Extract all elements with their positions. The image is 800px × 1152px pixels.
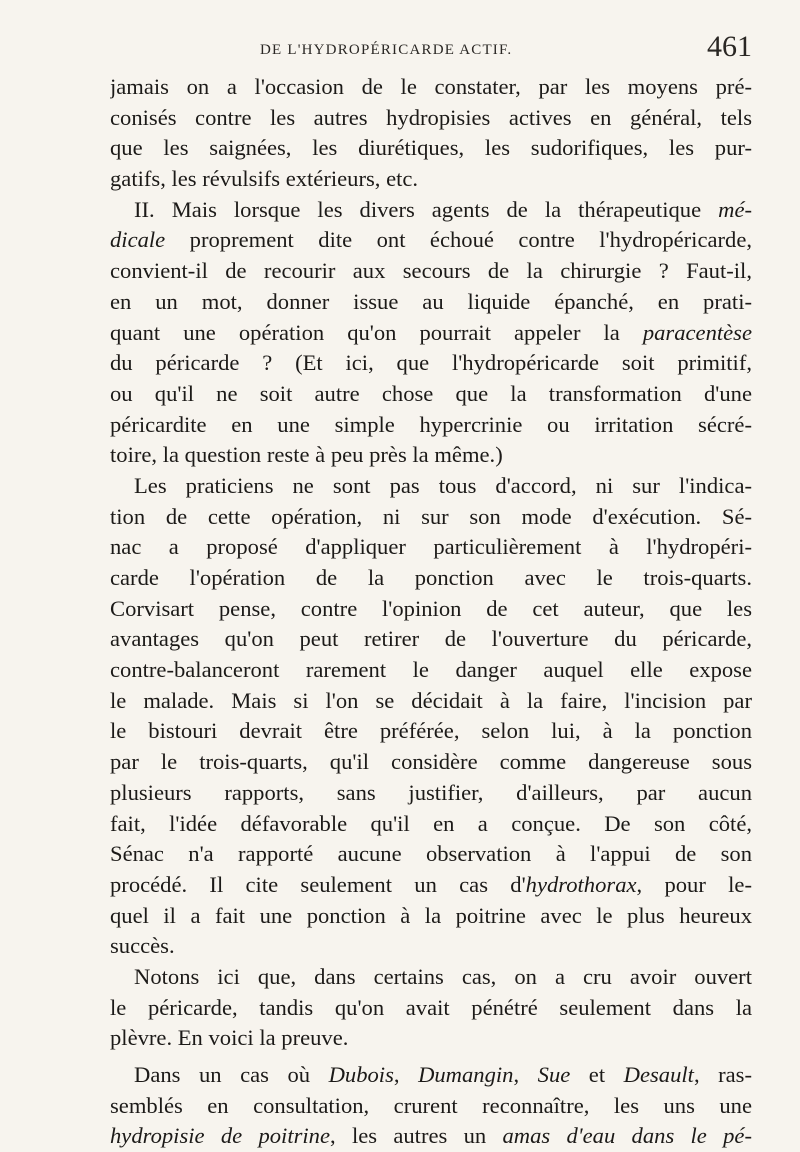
text-line (110, 164, 752, 195)
text-segment: avantages qu'on peut retirer de l'ouverture du péricarde, (110, 626, 752, 652)
text-line (110, 747, 752, 778)
text-segment: contre-balanceront rarement le danger auquel elle expose (110, 657, 752, 683)
italic-text: hydropisie de poitrine (110, 1123, 331, 1149)
text-segment: Les praticiens ne sont pas tous d'accord, ni sur l'indica- (134, 472, 752, 498)
text-segment: le bistouri devrait être préférée, selon lui, à la ponction (110, 718, 752, 744)
text-segment: proprement dite ont échoué contre l'hydropéricarde, (165, 227, 752, 253)
text-segment: jamais on a l'occasion de le constater, par les moyens pré- (110, 74, 752, 99)
text-line (110, 993, 752, 1024)
text-line (110, 809, 752, 840)
text-line (110, 318, 752, 349)
italic-text: Dubois (328, 1062, 394, 1087)
italic-text: paracentèse (642, 319, 752, 345)
text-line (110, 870, 752, 901)
text-segment: fait, l'idée défavorable qu'il en a conçue. De son côté, (110, 810, 752, 836)
text-line (110, 839, 752, 870)
text-segment: semblés en consultation, crurent reconnaître, les uns une (110, 1092, 752, 1118)
italic-text: Dumangin (418, 1062, 514, 1087)
text-line (110, 686, 752, 717)
text-line (110, 133, 752, 164)
text-segment: Notons ici que, dans certains cas, on a cru avoir ouvert (134, 963, 752, 989)
text-segment: succès. (110, 933, 175, 959)
text-line (110, 778, 752, 809)
running-head: DE L'HYDROPÉRICARDE ACTIF. (260, 42, 513, 58)
text-line (110, 901, 752, 932)
text-segment: plèvre. En voici la preuve. (110, 1025, 349, 1051)
text-segment: quant une opération qu'on pourrait appeler la (110, 319, 643, 345)
text-segment: en un mot, donner issue au liquide épanché, en prati- (110, 288, 752, 314)
text-line (110, 1121, 752, 1152)
text-segment: le malade. Mais si l'on se décidait à la faire, l'incision par (110, 687, 752, 713)
italic-text: Desault (623, 1062, 694, 1087)
text-segment: toire, la question reste à peu près la même.) (110, 442, 503, 468)
text-segment: , les autres un (330, 1123, 503, 1149)
italic-text: Sue (537, 1062, 571, 1087)
page-header (110, 28, 752, 72)
italic-text: mé- (718, 196, 752, 222)
text-segment: par le trois-quarts, qu'il considère comme dangereuse sous (110, 749, 752, 775)
text-line (110, 655, 752, 686)
text-segment: Corvisart pense, contre l'opinion de cet auteur, que les (110, 595, 752, 621)
text-line (110, 1060, 752, 1091)
text-segment: péricardite en une simple hypercrinie ou irritation sécré- (110, 411, 752, 437)
text-line (110, 348, 752, 379)
text-segment: le péricarde, tandis qu'on avait pénétré seulement dans la (110, 994, 752, 1020)
text-segment: , ras- (693, 1062, 752, 1087)
text-segment: que les saignées, les diurétiques, les sudorifiques, les pur- (110, 135, 752, 161)
text-line (110, 624, 752, 655)
italic-text: dicale (110, 227, 166, 253)
text-segment: Sénac n'a rapporté aucune observation à l'appui de son (110, 841, 752, 867)
text-segment: convient-il de recourir aux secours de la chirurgie ? Faut-il, (110, 258, 752, 284)
text-segment: procédé. Il cite seulement un cas d' (110, 871, 526, 897)
text-segment: et (570, 1062, 624, 1087)
text-line (110, 532, 752, 563)
text-segment: plusieurs rapports, sans justifier, d'ailleurs, par aucun (110, 779, 752, 805)
text-segment: II. Mais lorsque les divers agents de la thérapeutique (134, 196, 719, 222)
text-segment: , (393, 1062, 419, 1087)
text-line (110, 471, 752, 502)
text-line (110, 502, 752, 533)
text-line (110, 1023, 752, 1054)
text-segment: conisés contre les autres hydropisies actives en général, tels (110, 104, 752, 130)
text-line (110, 72, 752, 103)
text-line (110, 931, 752, 962)
page-number: 461 (707, 30, 752, 63)
text-line (110, 1091, 752, 1122)
italic-text: hydrothorax (525, 871, 637, 897)
text-line (110, 379, 752, 410)
text-segment: , (513, 1062, 538, 1087)
text-line (110, 440, 752, 471)
text-line (110, 103, 752, 134)
body-text (110, 72, 752, 1152)
text-line (110, 410, 752, 441)
text-segment: carde l'opération de la ponction avec le trois-quarts. (110, 565, 752, 590)
text-segment: nac a proposé d'appliquer particulièrement à l'hydropéri- (110, 534, 752, 560)
text-line (110, 716, 752, 747)
text-segment: Dans un cas où (134, 1062, 329, 1087)
text-segment: ou qu'il ne soit autre chose que la transformation d'une (110, 380, 752, 406)
text-line (110, 225, 752, 256)
text-segment: du péricarde ? (Et ici, que l'hydropéricarde soit primitif, (110, 350, 752, 376)
text-line (110, 962, 752, 993)
text-segment: quel il a fait une ponction à la poitrine avec le plus heureux (110, 902, 752, 928)
text-line (110, 256, 752, 287)
text-line (110, 287, 752, 318)
text-segment: tion de cette opération, ni sur son mode d'exécution. Sé- (110, 503, 752, 529)
text-line (110, 563, 752, 594)
text-line (110, 195, 752, 226)
italic-text: amas d'eau dans le pé- (502, 1123, 752, 1149)
text-segment: gatifs, les révulsifs extérieurs, etc. (110, 166, 419, 192)
text-line (110, 594, 752, 625)
text-segment: , pour le- (636, 871, 752, 897)
